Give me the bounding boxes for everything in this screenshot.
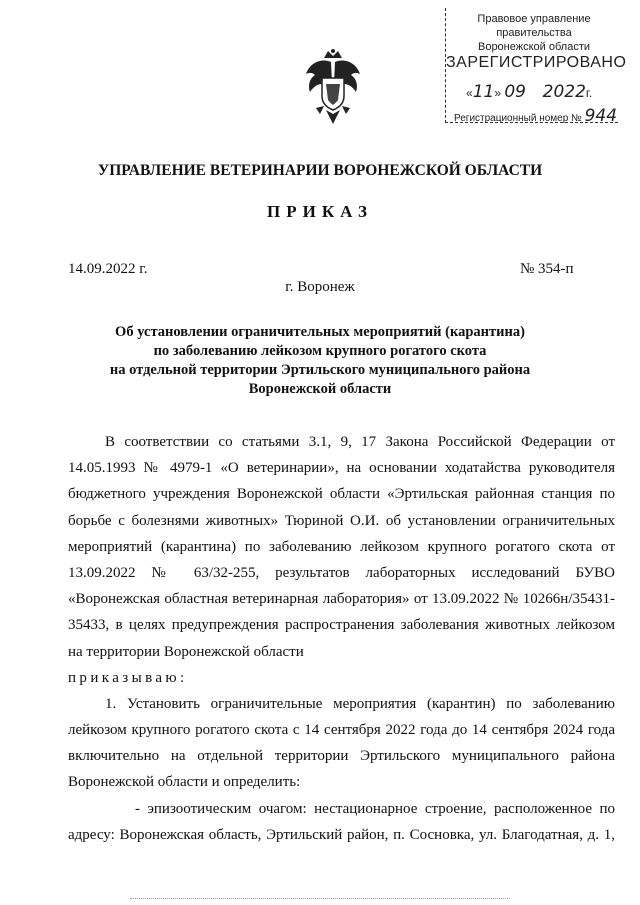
body-line: борьбе с болезнями животных» Тюриной О.И. об установлении ограничительных <box>68 512 615 529</box>
document-number: № 354-п <box>520 261 574 277</box>
subject-line: Воронежской области <box>248 381 392 397</box>
body-line: адресу: Воронежская область, Эртильский район, п. Сосновка, ул. Благодатная, д. 1, <box>68 826 615 843</box>
document-type: ПРИКАЗ <box>267 202 373 221</box>
agency-title: УПРАВЛЕНИЕ ВЕТЕРИНАРИИ ВОРОНЕЖСКОЙ ОБЛАСТИ <box>97 162 543 179</box>
stamp-date-suffix: г. <box>585 86 593 100</box>
body-line: Воронежской области и определить: <box>68 774 301 791</box>
body-line: включительно на отдельной территории Эртильского муниципального района <box>68 748 615 765</box>
subject-line: Об установлении ограничительных мероприятий (карантина) <box>115 324 525 340</box>
body-line: «Воронежская областная ветеринарная лаборатория» от 13.09.2022 № 10266н/35431- <box>68 591 615 608</box>
body-line: на территории Воронежской области <box>68 643 304 660</box>
stamp-reg-number <box>454 106 618 126</box>
body-line: 13.09.2022 № 63/32-255, результатов лабораторных исследований БУВО <box>68 564 615 581</box>
stamp-reg-label: Регистрационный номер № <box>454 113 582 124</box>
body-line: бюджетного учреждения Воронежской области «Эртильская районная станция по <box>68 486 615 503</box>
body-line: мероприятий (карантина) по заболеванию лейкозом крупного рогатого скота от <box>68 538 615 555</box>
document-date: 14.09.2022 г. <box>68 261 148 277</box>
body-line: 1. Установить ограничительные мероприятия (карантин) по заболеванию <box>105 695 615 712</box>
document-city: г. Воронеж <box>285 279 355 295</box>
stamp-status: ЗАРЕГИСТРИРОВАНО <box>446 54 627 71</box>
order-keyword: приказываю: <box>68 669 188 686</box>
page-bottom-divider <box>130 898 510 899</box>
coat-of-arms-icon <box>300 48 366 128</box>
subject-line: по заболеванию лейкозом крупного рогатого скота <box>153 343 487 359</box>
subject-line: на отдельной территории Эртильского муниципального района <box>109 362 531 378</box>
stamp-org-line-2: Воронежской области <box>477 41 590 53</box>
stamp-date: «11» 09 2022г. <box>466 82 593 102</box>
stamp-reg-value: 944 <box>584 106 618 126</box>
body-line: - эпизоотическим очагом: нестационарное строение, расположенное по <box>135 800 615 817</box>
stamp-org-line-1: Правовое управление правительства <box>477 13 591 39</box>
body-line: 14.05.1993 № 4979-1 «О ветеринарии», на основании ходатайства руководителя <box>68 460 615 477</box>
body-line: В соответствии со статьями 3.1, 9, 17 Закона Российской Федерации от <box>105 434 615 450</box>
stamp-organization <box>454 12 614 54</box>
stamp-date-year: 2022 <box>542 82 586 102</box>
stamp-date-day: 11 <box>472 82 495 102</box>
document-body <box>68 429 615 848</box>
body-line: 35433, в целях предупреждения распространения заболевания животных лейкозом <box>68 617 615 634</box>
stamp-date-month: 09 <box>504 82 526 102</box>
document-subject <box>0 323 640 399</box>
body-line: лейкозом крупного рогатого скота с 14 сентября 2022 года до 14 сентября 2024 года <box>68 722 615 739</box>
registration-stamp <box>445 8 627 126</box>
